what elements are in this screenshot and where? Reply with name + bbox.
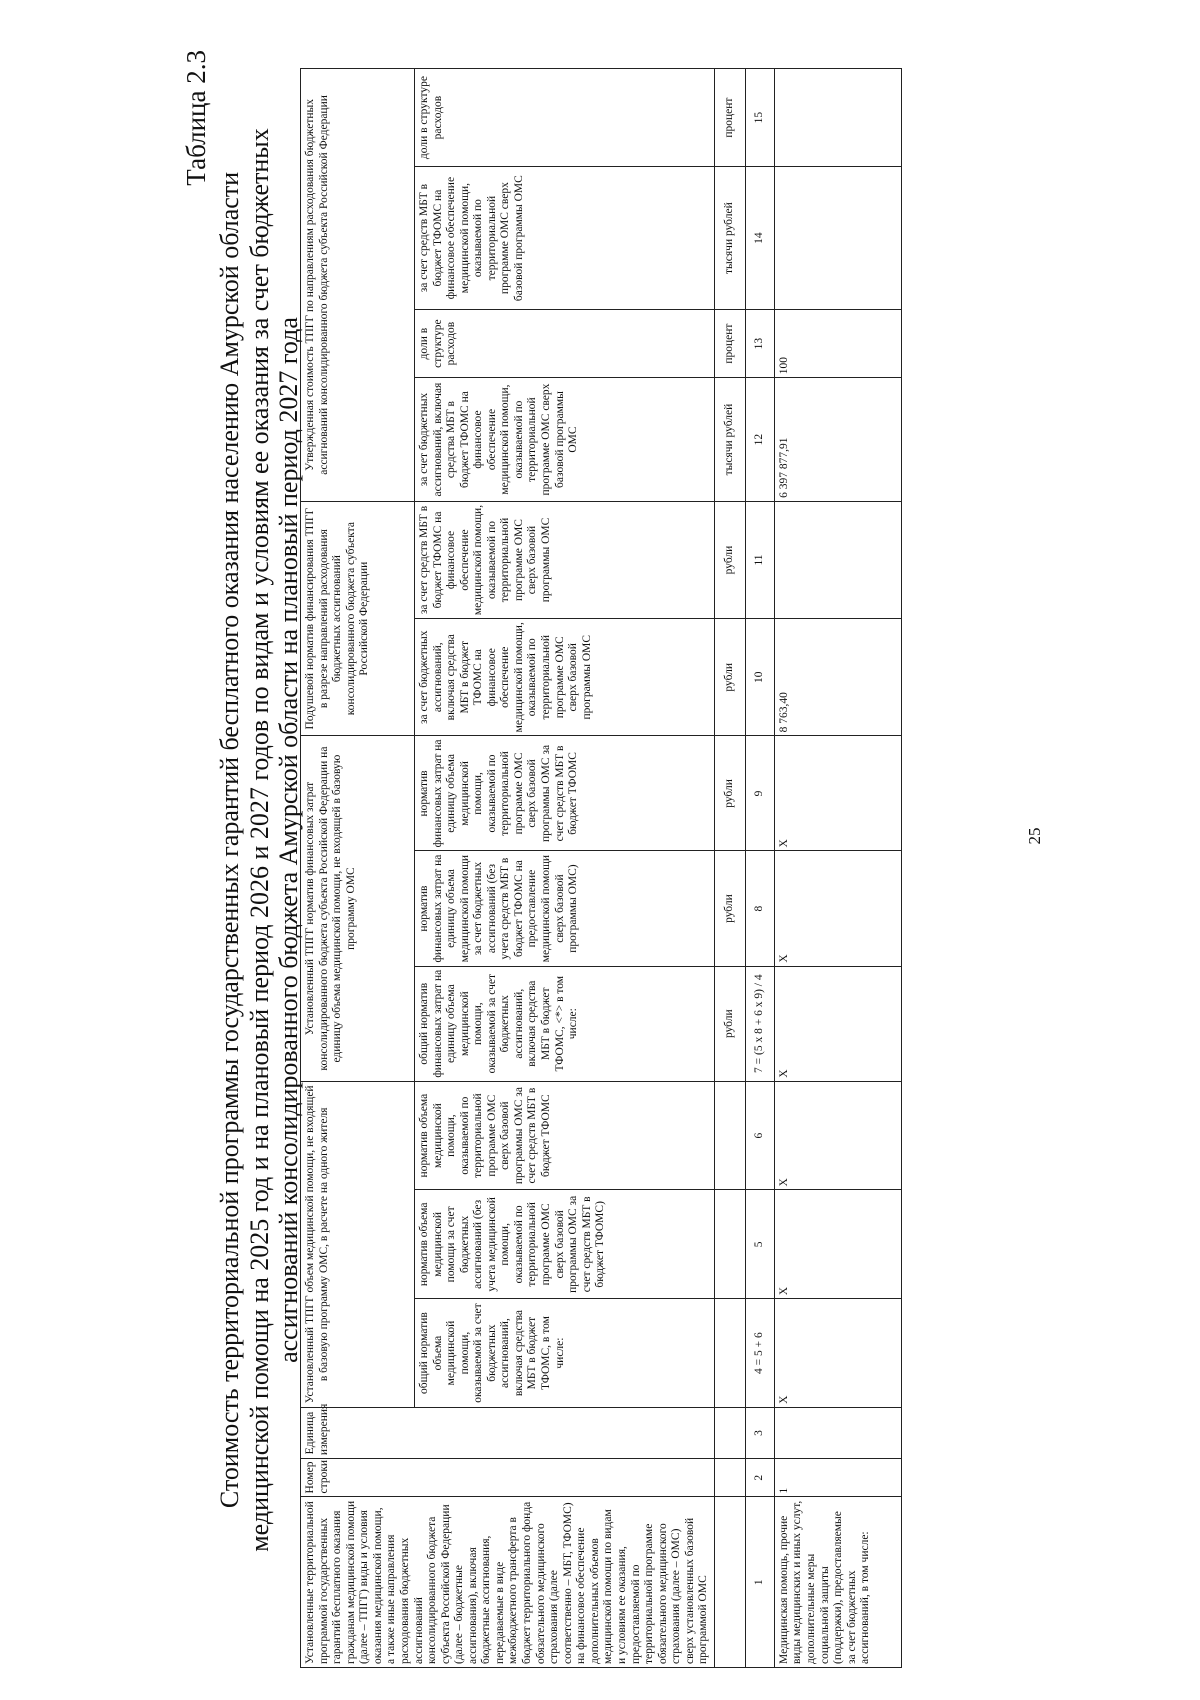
page-number: 25 <box>1025 827 1044 845</box>
header-sub-4: общий норматив объема медицинской помощи, оказываемой за счет бюджетных ассигнований, включая средства МБТ в бюджет ТФОМС, в том числе: <box>414 1299 714 1408</box>
title-line-1: Стоимость территориальной программы государственных гарантий бесплатного оказания населению Амурской области <box>215 171 244 1509</box>
unit-cell <box>714 1299 745 1408</box>
header-sub-15: доли в структуре расходов <box>414 69 714 167</box>
column-number-cell: 14 <box>745 167 774 310</box>
header-group-approved-cost: Утвержденная стоимость ТПГГ по направлениям расходования бюджетных ассигнований консолидированного бюджета субъекта Российской Федерации <box>301 69 415 502</box>
column-number-cell: 7 = (5 x 8 + 6 x 9) / 4 <box>745 966 774 1081</box>
column-number-cell: 5 <box>745 1190 774 1299</box>
column-number-cell: 10 <box>745 619 774 736</box>
data-cell <box>774 167 901 310</box>
data-cell: X <box>774 1081 901 1190</box>
header-sub-13: доли в структуре расходов <box>414 310 714 378</box>
unit-cell <box>714 1190 745 1299</box>
column-number-cell: 3 <box>745 1407 774 1458</box>
row-label: Медицинская помощь, прочие виды медицинских и иных услут, дополнительные меры социальной защиты (поддержки), предоставляемые за счет бюджетных ассигнований, в том числе: <box>774 1497 901 1668</box>
header-sub-9: норматив финансовых затрат на единицу объема медицинской помощи, оказываемой по территориальной программе ОМС сверх базовой программы ОМС за счет средств МБТ в бюджет ТФОМС <box>414 736 714 851</box>
header-sub-14: за счет средств МБТ в бюджет ТФОМС на финансовое обеспечение медицинской помощи, оказываемой по территориальной программе ОМС сверх базовой программы ОМС <box>414 167 714 310</box>
row-number: 1 <box>774 1459 901 1497</box>
data-cell <box>774 69 901 167</box>
unit-cell: тысячи рублей <box>714 378 745 502</box>
data-cell <box>774 1407 901 1458</box>
header-sub-7: общий норматив финансовых затрат на единицу объема медицинской помощи, оказываемой за счет бюджетных ассигнований, включая средства МБТ в бюджет ТФОМС, <*> в том числе: <box>414 966 714 1081</box>
header-sub-11: за счет средств МБТ в бюджет ТФОМС на финансовое обеспечение медицинской помощи, оказываемой по территориальной программе ОМС сверх базовой программы ОМС <box>414 501 714 618</box>
units-row <box>714 69 745 1668</box>
header-col-2: Номер строки <box>301 1459 715 1497</box>
column-number-cell: 13 <box>745 310 774 378</box>
column-number-cell: 4 = 5 + 6 <box>745 1299 774 1408</box>
data-cell: 100 <box>774 310 901 378</box>
column-number-cell: 1 <box>745 1497 774 1668</box>
document-title <box>215 40 304 1640</box>
header-group-cost-norm: Установленный ТПГГ норматив финансовых затрат консолидированного бюджета субъекта Российской Федерации на единицу объема медицинской помощи, не входящей в базовую программу ОМС <box>301 736 415 1081</box>
header-row-groups <box>301 69 415 1668</box>
header-sub-5: норматив объема медицинской помощи за счет бюджетных ассигнований (без учета медицинской помощи, оказываемой по территориальной программе ОМС сверх базовой программы ОМС за счет средств МБТ в бюджет ТФОМС) <box>414 1190 714 1299</box>
header-col-3: Единица измерения <box>301 1407 715 1458</box>
header-group-volume: Установленный ТПГГ объем медицинской помощи, не входящей в базовую программу ОМС, в расчете на одного жителя <box>301 1081 415 1407</box>
header-col-1: Установленные территориальной программой государственных гарантий бесплатного оказания гражданам медицинской помощи (далее – ТПГГ) виды и условия оказания медицинской помощи, а также иные направления расходования бюджетных ассигнований консолидированного бюджета субъекта Российской Федерации (далее – бюджетные ассигнования), включая бюджетные ассигнования, передаваемые в виде межбюджетного трансферта в бюджет территориального фонда обязательного медицинского страхования (далее соответственно – МБТ, ТФОМС) на финансовое обеспечение дополнительных объемов медицинской помощи по видам и условиям ее оказания, предоставляемой по территориальной программе обязательного медицинского страхования (далее – ОМС) сверх установленных базовой программой ОМС <box>301 1497 715 1668</box>
unit-cell <box>714 1459 745 1497</box>
data-cell: X <box>774 1299 901 1408</box>
data-cell: X <box>774 1190 901 1299</box>
unit-cell: рубли <box>714 619 745 736</box>
column-number-cell: 11 <box>745 501 774 618</box>
unit-cell: рубли <box>714 966 745 1081</box>
data-cell <box>774 501 901 618</box>
title-line-2: медицинской помощи на 2025 год и на плановый период 2026 и 2027 годов по видам и условиям ее оказания за счет бюджетных <box>244 128 274 1552</box>
header-sub-12: за счет бюджетных ассигнований, включая средства МБТ в бюджет ТФОМС на финансовое обеспечение медицинской помощи, оказываемой по территориальной программе ОМС сверх базовой программы ОМС <box>414 378 714 502</box>
table-row <box>774 69 901 1668</box>
unit-cell: тысячи рублей <box>714 167 745 310</box>
unit-cell <box>714 1407 745 1458</box>
header-sub-8: норматив финансовых затрат на единицу объема медицинской помощи за счет бюджетных ассигнований (без учета средств МБТ в бюджет ТФОМС на предоставление медицинской помощи сверх базовой программы ОМС) <box>414 851 714 966</box>
unit-cell <box>714 1081 745 1190</box>
column-number-cell: 15 <box>745 69 774 167</box>
data-cell: X <box>774 966 901 1081</box>
table-label: Таблица 2.3 <box>181 50 211 186</box>
column-number-cell: 8 <box>745 851 774 966</box>
unit-cell: рубли <box>714 851 745 966</box>
title-line-3: ассигнований консолидированного бюджета Амурской области на плановый период 2027 года <box>274 317 304 1363</box>
cost-table <box>300 68 902 1668</box>
column-number-cell: 12 <box>745 378 774 502</box>
column-number-cell: 2 <box>745 1459 774 1497</box>
header-sub-6: норматив объема медицинской помощи, оказываемой по территориальной программе ОМС сверх базовой программы ОМС за счет средств МБТ в бюджет ТФОМС <box>414 1081 714 1190</box>
unit-cell <box>714 1497 745 1668</box>
data-cell: X <box>774 851 901 966</box>
column-number-cell: 9 <box>745 736 774 851</box>
data-cell: X <box>774 736 901 851</box>
header-sub-10: за счет бюджетных ассигнований, включая средства МБТ в бюджет ТФОМС на финансовое обеспечение медицинской помощи, оказываемой по территориальной программе ОМС сверх базовой программы ОМС <box>414 619 714 736</box>
column-numbers-row <box>745 69 774 1668</box>
cost-table-container <box>300 68 1130 1668</box>
unit-cell: процент <box>714 310 745 378</box>
column-number-cell: 6 <box>745 1081 774 1190</box>
data-cell: 8 763,40 <box>774 619 901 736</box>
data-cell: 6 397 877,91 <box>774 378 901 502</box>
unit-cell: процент <box>714 69 745 167</box>
header-group-per-capita: Подушевой норматив финансирования ТПГГ в разрезе направлений расходования бюджетных ассигнований консолидированного бюджета субъекта Российской Федерации <box>301 501 415 736</box>
unit-cell: рубли <box>714 736 745 851</box>
unit-cell: рубли <box>714 501 745 618</box>
